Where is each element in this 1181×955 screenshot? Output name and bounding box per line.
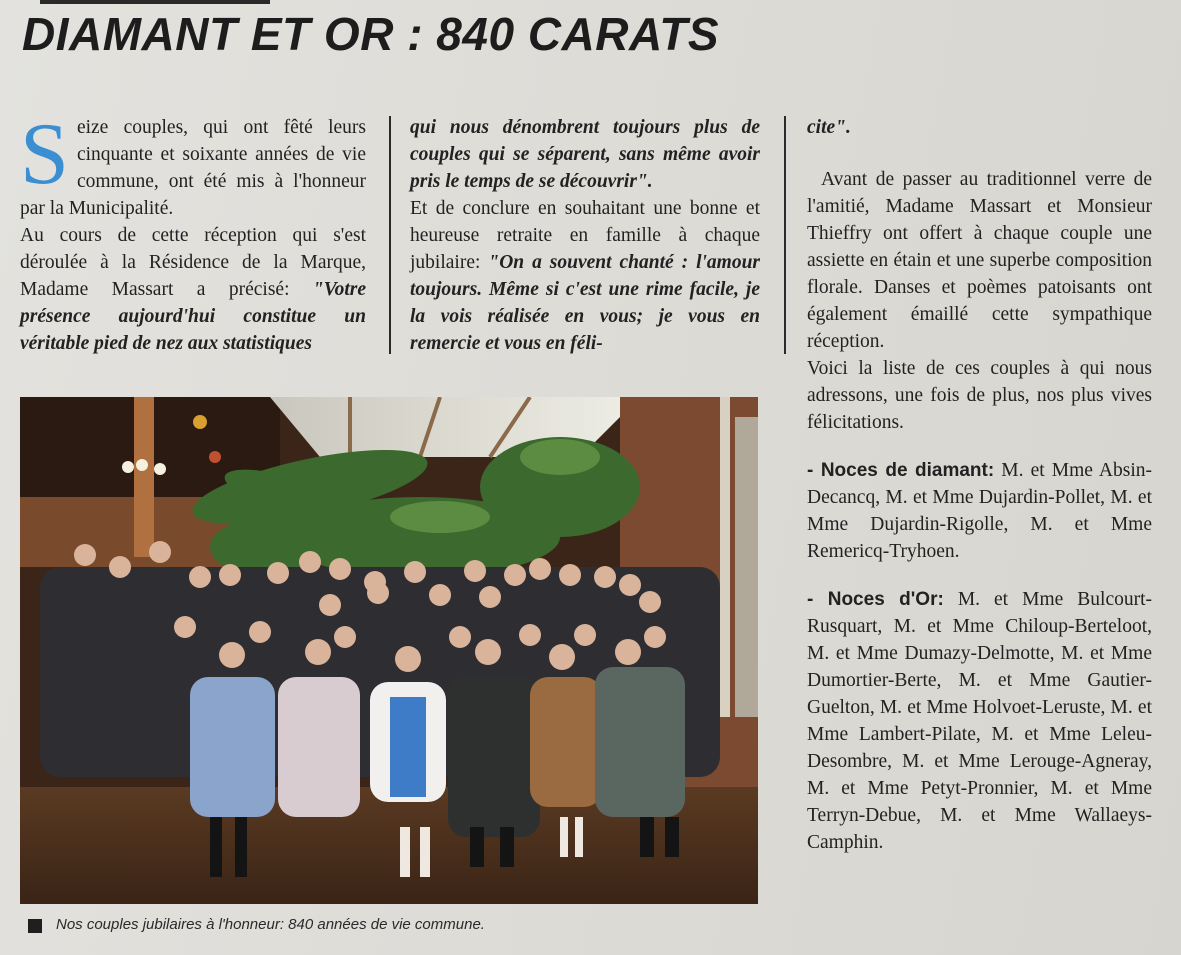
- column-divider: [784, 116, 786, 354]
- quote-text: "On a souvent chanté : l'amour toujours. Même si c'est une rime facile, je la vois réalisée en vous; je vous en remercie et vous en féli-: [410, 252, 761, 354]
- quote-end: cite".: [807, 117, 851, 138]
- diamond-wedding-title: - Noces de diamant:: [807, 460, 995, 481]
- reception-paragraph: Au cours de cette réception qui s'est déroulée à la Résidence de la Marque, Madame Massart a précisé: "Votre présence aujourd'hui constitue un véritable pied de nez aux statistiques: [20, 225, 367, 354]
- column-divider: [389, 116, 391, 354]
- quote-text: "Votre présence aujourd'hui constitue un véritable pied de nez aux statistiques: [20, 279, 367, 354]
- gifts-paragraph: Avant de passer au traditionnel verre de l'amitié, Madame Massart et Monsieur Thieffry ont offert à chaque couple une assiette en étain et une superbe composition florale. Danses et poèmes patoisants ont également émaillé cette sympathique réception.: [807, 169, 1152, 352]
- article-column-1: [20, 106, 367, 357]
- group-photo: [20, 397, 758, 904]
- header-strip: [40, 0, 270, 4]
- caption-bullet: [28, 919, 42, 933]
- drop-cap: S: [20, 106, 69, 203]
- quote-continuation: qui nous dénombrent toujours plus de couples qui se séparent, sans même avoir pris le temps de se découvrir".: [410, 117, 760, 192]
- intro-paragraph: eize couples, qui ont fêté leurs cinquante et soixante années de vie commune, ont été mis à l'honneur par la Municipalité.: [20, 117, 366, 219]
- golden-wedding-list: - Noces d'Or: M. et Mme Bulcourt-Rusquart, M. et Mme Chiloup-Berteloot, M. et Mme Dumazy-Delmotte, M. et Mme Dumortier-Berte, M. et Mme Gautier-Guelton, M. et Mme Holvoet-Leruste, M. et Mme Lambert-Pilate, M. et Mme Leleu-Desombre, M. et Mme Lerouge-Agneray, M. et Mme Petyt-Pronnier, M. et Mme Terryn-Debue, M. et Mme Wallaeys-Camphin.: [807, 589, 1153, 853]
- list-intro-paragraph: Voici la liste de ces couples à qui nous adressons, une fois de plus, nos plus vives félicitations.: [807, 358, 1152, 433]
- article-column-2: [410, 114, 760, 357]
- conclusion-paragraph: Et de conclure en souhaitant une bonne et heureuse retraite en famille à chaque jubilaire: "On a souvent chanté : l'amour toujours. Même si c'est une rime facile, je la vois réalisée en vous; je vous en remercie et vous en féli-: [410, 198, 761, 354]
- golden-wedding-title: - Noces d'Or:: [807, 589, 944, 610]
- article-column-3: [807, 114, 1152, 856]
- diamond-wedding-list: - Noces de diamant: M. et Mme Absin-Decancq, M. et Mme Dujardin-Pollet, M. et Mme Dujardin-Rigolle, M. et Mme Remericq-Tryhoen.: [807, 460, 1152, 562]
- photo-caption: Nos couples jubilaires à l'honneur: 840 années de vie commune.: [56, 916, 485, 933]
- group-photo-illustration: [20, 397, 758, 904]
- headline: DIAMANT ET OR : 840 CARATS: [22, 8, 720, 60]
